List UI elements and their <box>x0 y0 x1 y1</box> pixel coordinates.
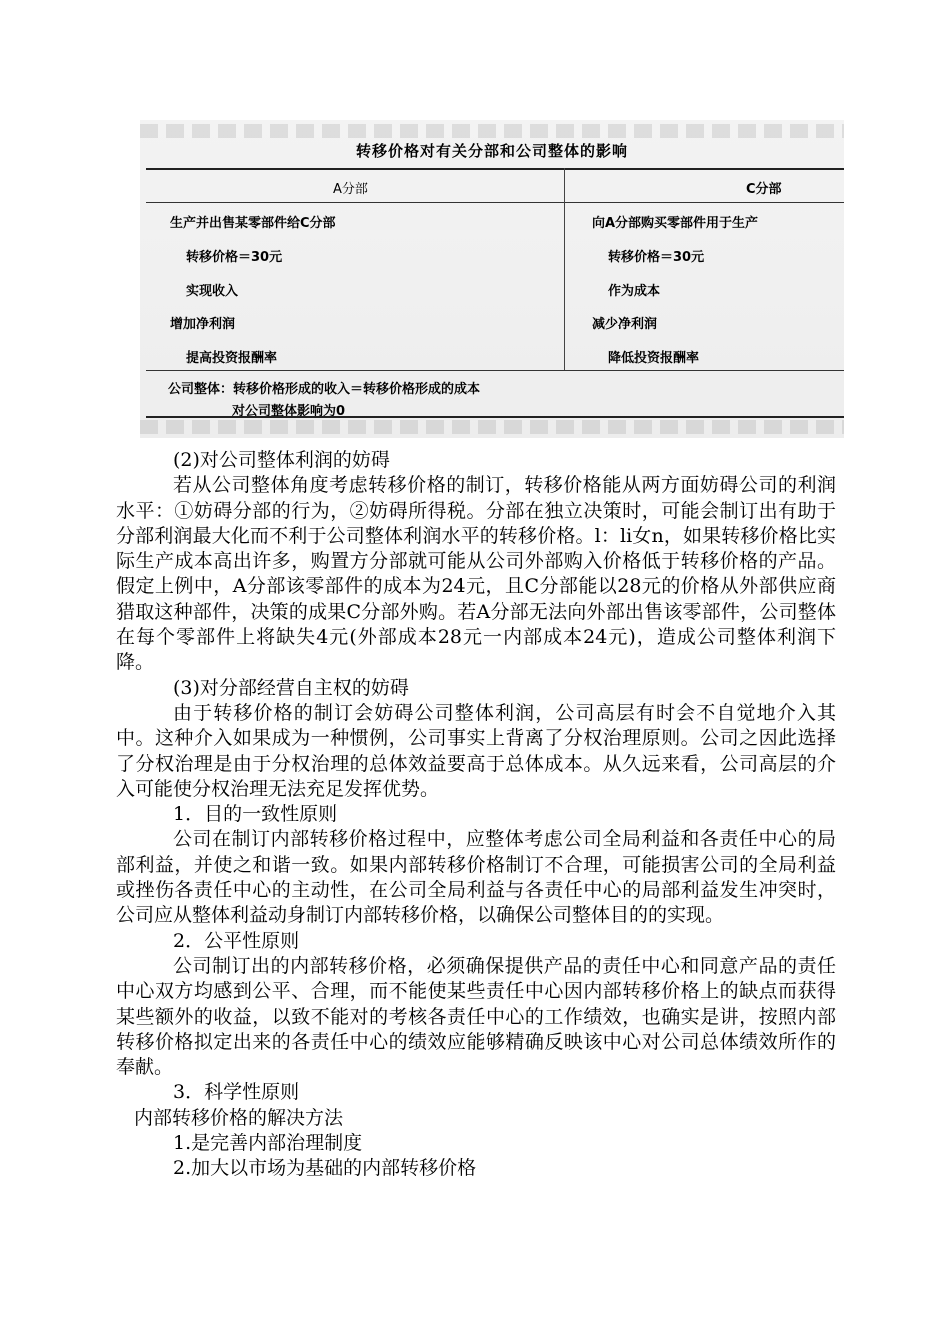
document-body <box>116 448 836 1182</box>
principle-heading-goal: 1．目的一致性原则 <box>173 803 338 826</box>
paragraph-fairness: 公司制订出的内部转移价格，必须确保提供产品的责任中心和同意产品的责任中心双方均感到公平、合理，而不能使某些责任中心因内部转移价格上的缺点而获得某些额外的收益，以致不能对的考核各责任中心的工作绩效，也确实是讲，按照内部转移价格拟定出来的各责任中心的绩效应能够精确反映该中心对公司总体绩效所作的奉献。 <box>116 954 836 1079</box>
table-cell-a-4: 增加净利润 <box>170 317 236 332</box>
table-top-rule <box>146 168 844 170</box>
scanned-table-image <box>140 120 844 438</box>
table-title: 转移价格对有关分部和公司整体的影响 <box>355 142 628 160</box>
column-header-a: A分部 <box>333 182 368 197</box>
table-cell-a-1: 生产并出售某零部件给C分部 <box>170 216 336 231</box>
table-footer-line-1: 公司整体：转移价格形成的收入＝转移价格形成的成本 <box>168 382 481 397</box>
table-cell-c-3: 作为成本 <box>608 284 661 299</box>
table-cell-a-5: 提高投资报酬率 <box>186 351 278 366</box>
paragraph-autonomy: 由于转移价格的制订会妨碍公司整体利润，公司高层有时会不自觉地介入其中。这种介入如果成为一种惯例，公司事实上背离了分权治理原则。公司之因此选择了分权治理是由于分权治理的总体效益要高于总体成本。从久远来看，公司高层的介入可能使分权治理无法充足发挥优势。 <box>116 701 836 800</box>
method-item-1: 1.是完善内部治理制度 <box>173 1132 363 1155</box>
table-cell-c-2: 转移价格＝30元 <box>608 250 705 265</box>
section-heading-profit: (2)对公司整体利润的妨碍 <box>173 449 390 471</box>
principle-heading-fairness: 2．公平性原则 <box>173 929 300 952</box>
table-cell-c-5: 降低投资报酬率 <box>608 351 700 366</box>
paragraph-goal: 公司在制订内部转移价格过程中，应整体考虑公司全局利益和各责任中心的局部利益，并使之和谐一致。如果内部转移价格制订不合理，可能损害公司的全局利益或挫伤各责任中心的主动性，在公司全局利益与各责任中心的局部利益发生冲突时，公司应从整体利益动身制订内部转移价格，以确保公司整体目的的实现。 <box>116 828 836 927</box>
section-heading-autonomy: (3)对分部经营自主权的妨碍 <box>173 676 409 699</box>
table-column-divider <box>564 168 565 370</box>
table-footer-line-2: 对公司整体影响为0 <box>232 404 346 419</box>
table-cell-a-3: 实现收入 <box>186 284 239 299</box>
column-header-c: C分部 <box>746 182 782 197</box>
section-heading-methods: 内部转移价格的解决方法 <box>134 1106 344 1129</box>
table-footer-rule <box>146 370 844 371</box>
bleed-through-text <box>140 124 844 138</box>
table-cell-a-2: 转移价格＝30元 <box>186 250 283 265</box>
table-cell-c-1: 向A分部购买零部件用于生产 <box>592 216 759 231</box>
table-cell-c-4: 减少净利润 <box>592 317 658 332</box>
table-header-rule <box>146 202 844 203</box>
bleed-through-text <box>140 420 844 434</box>
table-bottom-rule <box>146 416 844 418</box>
paragraph-profit: 若从公司整体角度考虑转移价格的制订，转移价格能从两方面妨碍公司的利润水平：①妨碍分部的行为，②妨碍所得税。分部在独立决策时，可能会制订出有助于分部利润最大化而不利于公司整体利润水平的转移价格。l：li女n，如果转移价格比实际生产成本高出许多，购置方分部就可能从公司外部购入价格低于转移价格的产品。假定上例中，A分部该零部件的成本为24元，且C分部能以28元的价格从外部供应商猎取这种部件，决策的成果C分部外购。若A分部无法向外部出售该零部件，公司整体在每个零部件上将缺失4元(外部成本28元一内部成本24元)，造成公司整体利润下降。 <box>116 474 836 674</box>
method-item-2: 2.加大以市场为基础的内部转移价格 <box>173 1157 477 1180</box>
principle-heading-science: 3．科学性原则 <box>173 1081 300 1104</box>
